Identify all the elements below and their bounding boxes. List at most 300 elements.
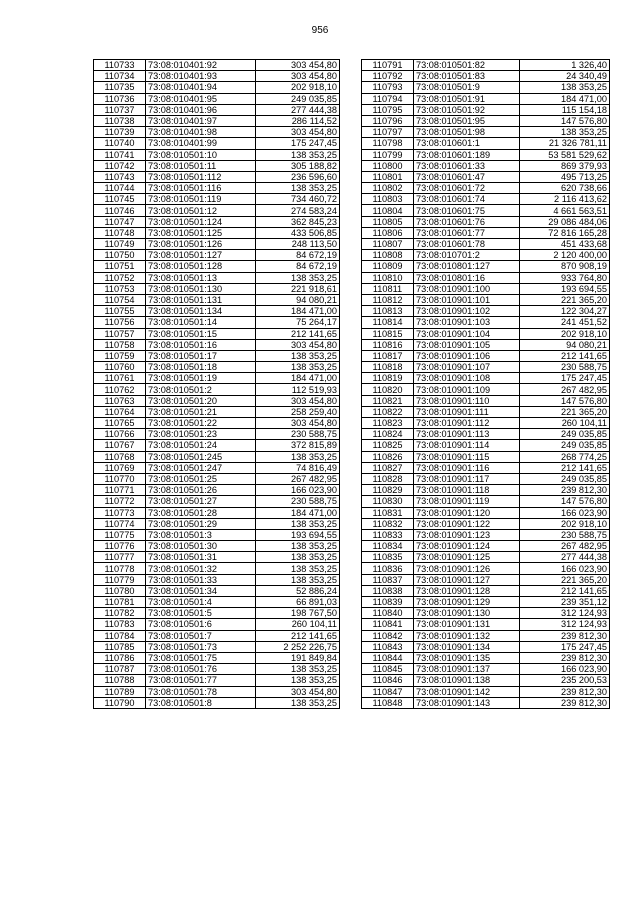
table-row — [362, 239, 610, 250]
cadastral-number: 73:08:010501:8 — [146, 697, 256, 708]
table-row — [94, 440, 340, 451]
table-row — [94, 552, 340, 563]
cadastral-number: 73:08:010501:95 — [414, 115, 520, 126]
row-number: 110776 — [94, 541, 146, 552]
row-number: 110810 — [362, 272, 414, 283]
row-number: 110792 — [362, 71, 414, 82]
table-row — [94, 362, 340, 373]
table-row — [94, 339, 340, 350]
cadastral-number: 73:08:010501:30 — [146, 541, 256, 552]
row-number: 110844 — [362, 652, 414, 663]
row-number: 110837 — [362, 574, 414, 585]
row-number: 110753 — [94, 283, 146, 294]
table-row — [362, 104, 610, 115]
table-row — [94, 71, 340, 82]
table-row — [94, 630, 340, 641]
table-row — [94, 294, 340, 305]
cadastral-number: 73:08:010501:15 — [146, 328, 256, 339]
cadastral-number: 73:08:010401:97 — [146, 115, 256, 126]
cadastral-value: 267 482,95 — [256, 473, 340, 484]
cadastral-number: 73:08:010501:82 — [414, 60, 520, 71]
row-number: 110795 — [362, 104, 414, 115]
register-table-left — [93, 59, 340, 709]
cadastral-value: 303 454,80 — [256, 339, 340, 350]
row-number: 110802 — [362, 183, 414, 194]
cadastral-value: 184 471,00 — [256, 507, 340, 518]
cadastral-number: 73:08:010501:91 — [414, 93, 520, 104]
row-number: 110829 — [362, 485, 414, 496]
cadastral-number: 73:08:010501:92 — [414, 104, 520, 115]
row-number: 110846 — [362, 675, 414, 686]
cadastral-value: 249 035,85 — [520, 440, 610, 451]
table-row — [362, 406, 610, 417]
row-number: 110840 — [362, 608, 414, 619]
row-number: 110735 — [94, 82, 146, 93]
cadastral-value: 235 200,53 — [520, 675, 610, 686]
cadastral-value: 2 252 226,75 — [256, 641, 340, 652]
row-number: 110739 — [94, 127, 146, 138]
row-number: 110806 — [362, 227, 414, 238]
table-row — [94, 563, 340, 574]
cadastral-value: 241 451,52 — [520, 317, 610, 328]
cadastral-number: 73:08:010501:19 — [146, 373, 256, 384]
table-row — [94, 104, 340, 115]
cadastral-value: 84 672,19 — [256, 250, 340, 261]
table-row — [362, 529, 610, 540]
table-row — [362, 507, 610, 518]
table-row — [94, 541, 340, 552]
row-number: 110830 — [362, 496, 414, 507]
cadastral-value: 198 767,50 — [256, 608, 340, 619]
cadastral-number: 73:08:010501:131 — [146, 294, 256, 305]
cadastral-number: 73:08:010901:111 — [414, 406, 520, 417]
cadastral-number: 73:08:010501:22 — [146, 418, 256, 429]
cadastral-value: 212 141,65 — [520, 350, 610, 361]
cadastral-value: 184 471,00 — [520, 93, 610, 104]
table-row — [362, 652, 610, 663]
row-number: 110737 — [94, 104, 146, 115]
cadastral-number: 73:08:010901:112 — [414, 418, 520, 429]
row-number: 110799 — [362, 149, 414, 160]
cadastral-number: 73:08:010401:94 — [146, 82, 256, 93]
row-number: 110842 — [362, 630, 414, 641]
row-number: 110818 — [362, 362, 414, 373]
cadastral-number: 73:08:010901:143 — [414, 697, 520, 708]
cadastral-value: 933 764,80 — [520, 272, 610, 283]
row-number: 110777 — [94, 552, 146, 563]
row-number: 110760 — [94, 362, 146, 373]
cadastral-number: 73:08:010501:130 — [146, 283, 256, 294]
cadastral-value: 303 454,80 — [256, 71, 340, 82]
row-number: 110778 — [94, 563, 146, 574]
row-number: 110779 — [94, 574, 146, 585]
row-number: 110733 — [94, 60, 146, 71]
row-number: 110793 — [362, 82, 414, 93]
cadastral-value: 260 104,11 — [256, 619, 340, 630]
cadastral-number: 73:08:010901:138 — [414, 675, 520, 686]
cadastral-value: 112 519,93 — [256, 384, 340, 395]
cadastral-value: 620 738,66 — [520, 183, 610, 194]
cadastral-number: 73:08:010901:142 — [414, 686, 520, 697]
cadastral-number: 73:08:010501:124 — [146, 216, 256, 227]
page-number: 956 — [311, 25, 329, 36]
cadastral-value: 166 023,90 — [520, 563, 610, 574]
cadastral-number: 73:08:010501:29 — [146, 518, 256, 529]
cadastral-value: 303 454,80 — [256, 686, 340, 697]
cadastral-number: 73:08:010901:110 — [414, 395, 520, 406]
row-number: 110774 — [94, 518, 146, 529]
cadastral-number: 73:08:010901:114 — [414, 440, 520, 451]
table-row — [362, 619, 610, 630]
cadastral-value: 239 812,30 — [520, 686, 610, 697]
cadastral-number: 73:08:010501:13 — [146, 272, 256, 283]
cadastral-value: 4 661 563,51 — [520, 205, 610, 216]
cadastral-value: 249 035,85 — [520, 473, 610, 484]
cadastral-number: 73:08:010601:33 — [414, 160, 520, 171]
cadastral-value: 24 340,49 — [520, 71, 610, 82]
table-row — [94, 350, 340, 361]
cadastral-value: 230 588,75 — [256, 429, 340, 440]
cadastral-value: 268 774,25 — [520, 451, 610, 462]
cadastral-value: 312 124,93 — [520, 608, 610, 619]
cadastral-value: 94 080,21 — [256, 294, 340, 305]
cadastral-value: 248 113,50 — [256, 239, 340, 250]
row-number: 110803 — [362, 194, 414, 205]
row-number: 110745 — [94, 194, 146, 205]
cadastral-value: 138 353,25 — [256, 350, 340, 361]
cadastral-number: 73:08:010901:129 — [414, 597, 520, 608]
table-row — [362, 675, 610, 686]
cadastral-number: 73:08:010501:4 — [146, 597, 256, 608]
cadastral-number: 73:08:010501:78 — [146, 686, 256, 697]
table-row — [362, 283, 610, 294]
cadastral-value: 84 672,19 — [256, 261, 340, 272]
table-row — [362, 473, 610, 484]
cadastral-value: 734 460,72 — [256, 194, 340, 205]
table-row — [94, 451, 340, 462]
cadastral-number: 73:08:010501:125 — [146, 227, 256, 238]
table-row — [94, 194, 340, 205]
table-row — [94, 395, 340, 406]
row-number: 110819 — [362, 373, 414, 384]
cadastral-value: 74 816,49 — [256, 462, 340, 473]
cadastral-value: 21 326 781,11 — [520, 138, 610, 149]
cadastral-number: 73:08:010501:76 — [146, 664, 256, 675]
row-number: 110759 — [94, 350, 146, 361]
cadastral-value: 286 114,52 — [256, 115, 340, 126]
cadastral-value: 138 353,25 — [256, 552, 340, 563]
table-row — [94, 608, 340, 619]
row-number: 110807 — [362, 239, 414, 250]
cadastral-value: 138 353,25 — [256, 675, 340, 686]
cadastral-value: 303 454,80 — [256, 418, 340, 429]
cadastral-value: 175 247,45 — [520, 373, 610, 384]
row-number: 110780 — [94, 585, 146, 596]
row-number: 110754 — [94, 294, 146, 305]
table-row — [362, 82, 610, 93]
table-row — [94, 585, 340, 596]
table-row — [94, 675, 340, 686]
table-row — [362, 418, 610, 429]
table-row — [362, 373, 610, 384]
table-row — [94, 597, 340, 608]
table-row — [94, 418, 340, 429]
cadastral-number: 73:08:010501:24 — [146, 440, 256, 451]
cadastral-value: 166 023,90 — [520, 664, 610, 675]
cadastral-number: 73:08:010901:119 — [414, 496, 520, 507]
cadastral-number: 73:08:010501:116 — [146, 183, 256, 194]
cadastral-value: 53 581 529,62 — [520, 149, 610, 160]
table-row — [94, 529, 340, 540]
cadastral-value: 1 326,40 — [520, 60, 610, 71]
table-row — [94, 518, 340, 529]
cadastral-value: 138 353,25 — [256, 451, 340, 462]
cadastral-number: 73:08:010501:14 — [146, 317, 256, 328]
cadastral-number: 73:08:010901:105 — [414, 339, 520, 350]
row-number: 110848 — [362, 697, 414, 708]
row-number: 110817 — [362, 350, 414, 361]
row-number: 110836 — [362, 563, 414, 574]
cadastral-value: 451 433,68 — [520, 239, 610, 250]
cadastral-number: 73:08:010501:3 — [146, 529, 256, 540]
table-row — [362, 149, 610, 160]
table-row — [94, 60, 340, 71]
table-row — [94, 149, 340, 160]
table-row — [362, 306, 610, 317]
cadastral-number: 73:08:010901:113 — [414, 429, 520, 440]
cadastral-number: 73:08:010901:123 — [414, 529, 520, 540]
cadastral-value: 221 365,20 — [520, 294, 610, 305]
table-row — [94, 250, 340, 261]
cadastral-value: 184 471,00 — [256, 306, 340, 317]
cadastral-number: 73:08:010601:75 — [414, 205, 520, 216]
cadastral-value: 138 353,25 — [256, 574, 340, 585]
row-number: 110791 — [362, 60, 414, 71]
cadastral-value: 212 141,65 — [256, 630, 340, 641]
table-row — [94, 115, 340, 126]
row-number: 110838 — [362, 585, 414, 596]
cadastral-value: 138 353,25 — [256, 664, 340, 675]
row-number: 110821 — [362, 395, 414, 406]
row-number: 110843 — [362, 641, 414, 652]
cadastral-value: 362 845,23 — [256, 216, 340, 227]
cadastral-number: 73:08:010601:77 — [414, 227, 520, 238]
table-row — [362, 115, 610, 126]
cadastral-number: 73:08:010601:1 — [414, 138, 520, 149]
cadastral-value: 147 576,80 — [520, 115, 610, 126]
cadastral-value: 66 891,03 — [256, 597, 340, 608]
cadastral-number: 73:08:010501:128 — [146, 261, 256, 272]
row-number: 110764 — [94, 406, 146, 417]
cadastral-number: 73:08:010901:128 — [414, 585, 520, 596]
cadastral-value: 202 918,10 — [256, 82, 340, 93]
cadastral-number: 73:08:010501:28 — [146, 507, 256, 518]
row-number: 110767 — [94, 440, 146, 451]
table-row — [94, 485, 340, 496]
cadastral-number: 73:08:010401:93 — [146, 71, 256, 82]
table-row — [362, 250, 610, 261]
row-number: 110834 — [362, 541, 414, 552]
table-row — [94, 171, 340, 182]
cadastral-number: 73:08:010501:33 — [146, 574, 256, 585]
row-number: 110771 — [94, 485, 146, 496]
cadastral-value: 433 506,85 — [256, 227, 340, 238]
cadastral-value: 212 141,65 — [256, 328, 340, 339]
cadastral-value: 122 304,27 — [520, 306, 610, 317]
table-row — [362, 664, 610, 675]
cadastral-number: 73:08:010501:75 — [146, 652, 256, 663]
cadastral-value: 372 815,89 — [256, 440, 340, 451]
cadastral-number: 73:08:010901:124 — [414, 541, 520, 552]
cadastral-number: 73:08:010501:26 — [146, 485, 256, 496]
cadastral-value: 184 471,00 — [256, 373, 340, 384]
cadastral-number: 73:08:010501:119 — [146, 194, 256, 205]
row-number: 110824 — [362, 429, 414, 440]
table-row — [362, 552, 610, 563]
row-number: 110801 — [362, 171, 414, 182]
row-number: 110765 — [94, 418, 146, 429]
cadastral-number: 73:08:010501:245 — [146, 451, 256, 462]
row-number: 110798 — [362, 138, 414, 149]
cadastral-value: 72 816 165,28 — [520, 227, 610, 238]
table-row — [362, 451, 610, 462]
table-row — [362, 608, 610, 619]
table-row — [94, 138, 340, 149]
cadastral-value: 495 713,25 — [520, 171, 610, 182]
cadastral-number: 73:08:010901:116 — [414, 462, 520, 473]
cadastral-number: 73:08:010801:127 — [414, 261, 520, 272]
table-row — [362, 641, 610, 652]
table-row — [94, 574, 340, 585]
table-row — [362, 462, 610, 473]
row-number: 110822 — [362, 406, 414, 417]
cadastral-value: 138 353,25 — [256, 272, 340, 283]
row-number: 110763 — [94, 395, 146, 406]
cadastral-value: 249 035,85 — [520, 429, 610, 440]
cadastral-value: 138 353,25 — [256, 183, 340, 194]
cadastral-number: 73:08:010601:76 — [414, 216, 520, 227]
cadastral-number: 73:08:010401:92 — [146, 60, 256, 71]
table-row — [362, 585, 610, 596]
table-row — [94, 652, 340, 663]
table-row — [362, 183, 610, 194]
cadastral-value: 138 353,25 — [256, 563, 340, 574]
row-number: 110766 — [94, 429, 146, 440]
cadastral-value: 230 588,75 — [520, 529, 610, 540]
cadastral-number: 73:08:010901:137 — [414, 664, 520, 675]
cadastral-number: 73:08:010501:134 — [146, 306, 256, 317]
cadastral-number: 73:08:010501:5 — [146, 608, 256, 619]
table-row — [362, 328, 610, 339]
cadastral-value: 277 444,38 — [256, 104, 340, 115]
table-row — [362, 574, 610, 585]
row-number: 110812 — [362, 294, 414, 305]
cadastral-number: 73:08:010501:127 — [146, 250, 256, 261]
cadastral-value: 274 583,24 — [256, 205, 340, 216]
cadastral-number: 73:08:010501:7 — [146, 630, 256, 641]
row-number: 110752 — [94, 272, 146, 283]
cadastral-value: 239 351,12 — [520, 597, 610, 608]
cadastral-number: 73:08:010501:73 — [146, 641, 256, 652]
row-number: 110814 — [362, 317, 414, 328]
row-number: 110788 — [94, 675, 146, 686]
row-number: 110789 — [94, 686, 146, 697]
table-row — [362, 160, 610, 171]
row-number: 110845 — [362, 664, 414, 675]
table-row — [362, 384, 610, 395]
cadastral-value: 221 365,20 — [520, 406, 610, 417]
cadastral-number: 73:08:010501:98 — [414, 127, 520, 138]
row-number: 110742 — [94, 160, 146, 171]
cadastral-value: 869 379,93 — [520, 160, 610, 171]
row-number: 110750 — [94, 250, 146, 261]
cadastral-value: 221 918,61 — [256, 283, 340, 294]
cadastral-number: 73:08:010501:247 — [146, 462, 256, 473]
table-row — [362, 138, 610, 149]
cadastral-value: 221 365,20 — [520, 574, 610, 585]
row-number: 110744 — [94, 183, 146, 194]
row-number: 110797 — [362, 127, 414, 138]
cadastral-number: 73:08:010701:2 — [414, 250, 520, 261]
row-number: 110809 — [362, 261, 414, 272]
cadastral-value: 138 353,25 — [256, 697, 340, 708]
cadastral-number: 73:08:010501:9 — [414, 82, 520, 93]
row-number: 110783 — [94, 619, 146, 630]
table-row — [362, 563, 610, 574]
cadastral-value: 258 259,40 — [256, 406, 340, 417]
cadastral-number: 73:08:010501:17 — [146, 350, 256, 361]
row-number: 110785 — [94, 641, 146, 652]
row-number: 110784 — [94, 630, 146, 641]
row-number: 110734 — [94, 71, 146, 82]
row-number: 110823 — [362, 418, 414, 429]
table-row — [362, 216, 610, 227]
table-row — [94, 227, 340, 238]
row-number: 110756 — [94, 317, 146, 328]
row-number: 110770 — [94, 473, 146, 484]
cadastral-value: 202 918,10 — [520, 518, 610, 529]
row-number: 110813 — [362, 306, 414, 317]
cadastral-value: 870 908,19 — [520, 261, 610, 272]
cadastral-number: 73:08:010401:98 — [146, 127, 256, 138]
cadastral-number: 73:08:010901:125 — [414, 552, 520, 563]
cadastral-value: 138 353,25 — [256, 541, 340, 552]
table-row — [362, 630, 610, 641]
row-number: 110831 — [362, 507, 414, 518]
cadastral-number: 73:08:010901:107 — [414, 362, 520, 373]
cadastral-value: 193 694,55 — [520, 283, 610, 294]
row-number: 110747 — [94, 216, 146, 227]
table-row — [362, 127, 610, 138]
table-row — [94, 239, 340, 250]
cadastral-number: 73:08:010901:122 — [414, 518, 520, 529]
cadastral-number: 73:08:010401:95 — [146, 93, 256, 104]
cadastral-number: 73:08:010501:112 — [146, 171, 256, 182]
table-row — [362, 429, 610, 440]
row-number: 110743 — [94, 171, 146, 182]
cadastral-value: 94 080,21 — [520, 339, 610, 350]
cadastral-value: 212 141,65 — [520, 462, 610, 473]
row-number: 110800 — [362, 160, 414, 171]
cadastral-number: 73:08:010901:102 — [414, 306, 520, 317]
cadastral-value: 202 918,10 — [520, 328, 610, 339]
cadastral-number: 73:08:010501:34 — [146, 585, 256, 596]
row-number: 110816 — [362, 339, 414, 350]
row-number: 110757 — [94, 328, 146, 339]
cadastral-value: 52 886,24 — [256, 585, 340, 596]
cadastral-number: 73:08:010901:106 — [414, 350, 520, 361]
table-row — [94, 216, 340, 227]
